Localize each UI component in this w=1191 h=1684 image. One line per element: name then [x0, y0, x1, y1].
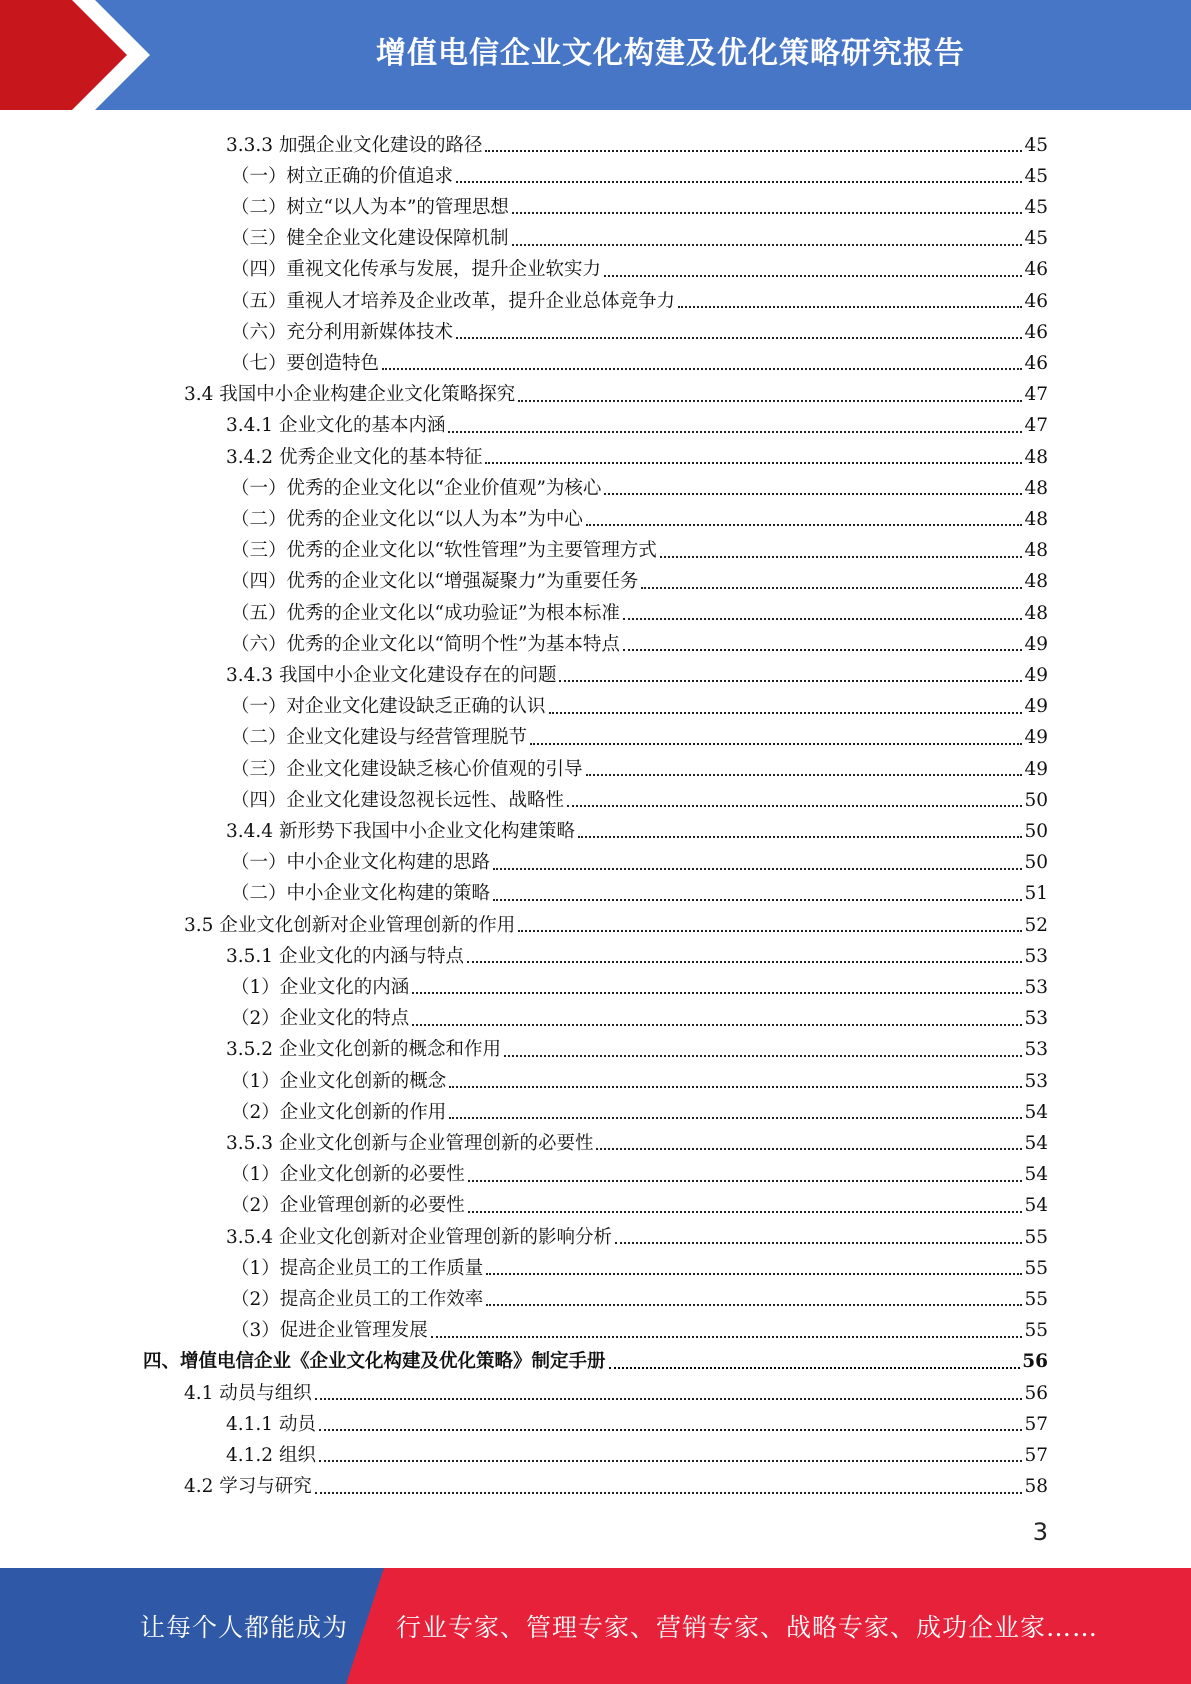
toc-entry-title: （三）优秀的企业文化以“软性管理”为主要管理方式: [231, 540, 657, 562]
toc-dot-leader: [315, 1492, 1023, 1494]
toc-entry-page: 55: [1024, 1226, 1048, 1248]
toc-dot-leader: [512, 244, 1023, 246]
toc-entry[interactable]: [231, 845, 1048, 876]
toc-entry-page: 49: [1024, 664, 1048, 686]
toc-dot-leader: [448, 431, 1022, 433]
toc-dot-leader: [485, 462, 1022, 464]
toc-entry-page: 58: [1024, 1476, 1048, 1498]
toc-entry[interactable]: [226, 813, 1048, 844]
toc-dot-leader: [518, 400, 1022, 402]
toc-entry-page: 48: [1024, 571, 1048, 593]
report-title: 增值电信企业文化构建及优化策略研究报告: [376, 36, 965, 71]
toc-entry-page: 57: [1024, 1413, 1048, 1435]
toc-entry[interactable]: [226, 938, 1048, 969]
toc-dot-leader: [609, 1367, 1021, 1369]
toc-dot-leader: [586, 524, 1023, 526]
toc-entry-page: 47: [1024, 415, 1048, 437]
toc-entry-title: 3.5.4 企业文化创新对企业管理创新的影响分析: [226, 1226, 612, 1248]
toc-entry-page: 56: [1022, 1351, 1048, 1373]
toc-dot-leader: [412, 992, 1022, 994]
toc-entry-title: 3.4.1 企业文化的基本内涵: [226, 415, 446, 437]
toc-dot-leader: [512, 212, 1023, 214]
toc-dot-leader: [596, 1148, 1022, 1150]
toc-entry-page: 48: [1024, 540, 1048, 562]
toc-entry-page: 48: [1024, 602, 1048, 624]
toc-entry-title: （二）企业文化建设与经营管理脱节: [231, 727, 528, 749]
toc-entry-title: （一）树立正确的价值追求: [231, 165, 454, 187]
toc-entry-title: 3.3.3 加强企业文化建设的路径: [226, 134, 483, 156]
toc-entry-title: 4.1 动员与组织: [184, 1382, 312, 1404]
toc-dot-leader: [449, 1086, 1022, 1088]
toc-dot-leader: [486, 1304, 1022, 1306]
toc-dot-leader: [456, 337, 1022, 339]
toc-entry[interactable]: [231, 158, 1048, 189]
toc-entry-title: 4.2 学习与研究: [184, 1476, 312, 1498]
toc-dot-leader: [486, 1273, 1022, 1275]
toc-entry[interactable]: [231, 751, 1048, 782]
toc-entry-page: 53: [1024, 945, 1048, 967]
toc-entry-page: 48: [1024, 446, 1048, 468]
toc-dot-leader: [623, 649, 1023, 651]
toc-entry-page: 46: [1024, 352, 1048, 374]
toc-entry-title: （二）优秀的企业文化以“以人为本”为中心: [231, 508, 583, 530]
toc-dot-leader: [578, 836, 1022, 838]
toc-entry-title: （二）树立“以人为本”的管理思想: [231, 196, 509, 218]
toc-entry-page: 49: [1024, 758, 1048, 780]
toc-entry[interactable]: [231, 689, 1048, 720]
toc-entry-page: 49: [1024, 727, 1048, 749]
toc-entry-page: 50: [1024, 820, 1048, 842]
toc-dot-leader: [382, 368, 1022, 370]
toc-dot-leader: [504, 1055, 1022, 1057]
toc-entry-page: 53: [1024, 1008, 1048, 1030]
toc-entry[interactable]: [226, 127, 1048, 158]
toc-entry[interactable]: [231, 1281, 1048, 1312]
toc-entry-page: 54: [1024, 1132, 1048, 1154]
page-footer: [0, 1568, 1191, 1684]
toc-entry[interactable]: [231, 626, 1048, 657]
toc-entry[interactable]: [231, 501, 1048, 532]
toc-entry[interactable]: [226, 1437, 1048, 1468]
toc-entry-page: 50: [1024, 852, 1048, 874]
toc-entry-title: （1）企业文化创新的概念: [231, 1070, 447, 1092]
toc-entry[interactable]: [231, 564, 1048, 595]
toc-entry[interactable]: [231, 876, 1048, 907]
toc-entry-page: 53: [1024, 1070, 1048, 1092]
toc-entry-page: 54: [1024, 1195, 1048, 1217]
toc-entry-title: （1）企业文化的内涵: [231, 976, 410, 998]
toc-entry[interactable]: [143, 1344, 1048, 1375]
toc-entry[interactable]: [231, 1188, 1048, 1219]
toc-entry-title: 3.4.3 我国中小企业文化建设存在的问题: [226, 664, 557, 686]
toc-dot-leader: [530, 743, 1022, 745]
toc-entry[interactable]: [231, 782, 1048, 813]
toc-entry-title: （1）企业文化创新的必要性: [231, 1164, 465, 1186]
toc-entry-title: （2）企业文化创新的作用: [231, 1101, 447, 1123]
toc-entry-title: （五）优秀的企业文化以“成功验证”为根本标准: [231, 602, 620, 624]
toc-entry[interactable]: [226, 657, 1048, 688]
toc-entry-page: 45: [1024, 228, 1048, 250]
toc-entry-title: （五）重视人才培养及企业改革，提升企业总体竞争力: [231, 290, 676, 312]
toc-entry[interactable]: [231, 1094, 1048, 1125]
toc-dot-leader: [468, 1211, 1023, 1213]
toc-entry[interactable]: [184, 1469, 1048, 1500]
toc-entry-page: 55: [1024, 1320, 1048, 1342]
toc-entry-title: （3）促进企业管理发展: [231, 1320, 428, 1342]
toc-entry[interactable]: [231, 969, 1048, 1000]
toc-entry-title: （2）提高企业员工的工作效率: [231, 1288, 484, 1310]
toc-entry-title: （四）重视文化传承与发展，提升企业软实力: [231, 259, 602, 281]
toc-entry-title: 3.5.3 企业文化创新与企业管理创新的必要性: [226, 1132, 594, 1154]
toc-entry[interactable]: [231, 720, 1048, 751]
toc-entry[interactable]: [184, 377, 1048, 408]
toc-entry-title: （六）优秀的企业文化以“简明个性”为基本特点: [231, 633, 620, 655]
toc-entry-page: 57: [1024, 1444, 1048, 1466]
toc-entry-title: 3.5.1 企业文化的内涵与特点: [226, 945, 464, 967]
toc-entry-page: 55: [1024, 1288, 1048, 1310]
toc-dot-leader: [615, 1242, 1022, 1244]
toc-entry[interactable]: [226, 408, 1048, 439]
toc-entry-title: （1）提高企业员工的工作质量: [231, 1257, 484, 1279]
toc-entry-title: 四、增值电信企业《企业文化构建及优化策略》制定手册: [143, 1351, 606, 1373]
toc-entry-page: 48: [1024, 508, 1048, 530]
toc-entry[interactable]: [231, 252, 1048, 283]
toc-entry[interactable]: [226, 1125, 1048, 1156]
toc-dot-leader: [604, 275, 1022, 277]
toc-entry-page: 49: [1024, 696, 1048, 718]
toc-entry[interactable]: [231, 1001, 1048, 1032]
toc-dot-leader: [518, 930, 1022, 932]
toc-dot-leader: [431, 1336, 1023, 1338]
toc-dot-leader: [549, 712, 1023, 714]
toc-dot-leader: [641, 587, 1022, 589]
toc-entry[interactable]: [226, 1406, 1048, 1437]
toc-entry-title: （2）企业管理创新的必要性: [231, 1195, 465, 1217]
toc-entry-title: 4.1.2 组织: [226, 1444, 316, 1466]
toc-entry[interactable]: [226, 1032, 1048, 1063]
toc-entry[interactable]: [184, 907, 1048, 938]
toc-entry[interactable]: [231, 470, 1048, 501]
toc-entry-page: 55: [1024, 1257, 1048, 1279]
toc-dot-leader: [567, 805, 1022, 807]
toc-entry[interactable]: [231, 1157, 1048, 1188]
toc-entry[interactable]: [231, 533, 1048, 564]
toc-entry-title: （三）健全企业文化建设保障机制: [231, 228, 509, 250]
toc-entry[interactable]: [231, 1063, 1048, 1094]
toc-entry[interactable]: [231, 345, 1048, 376]
toc-entry-page: 51: [1024, 883, 1048, 905]
toc-dot-leader: [485, 150, 1022, 152]
toc-entry[interactable]: [231, 595, 1048, 626]
toc-entry-page: 45: [1024, 134, 1048, 156]
toc-dot-leader: [623, 618, 1023, 620]
toc-entry-page: 53: [1024, 1039, 1048, 1061]
page-number: 3: [1032, 1518, 1048, 1546]
toc-dot-leader: [319, 1429, 1023, 1431]
toc-entry-page: 49: [1024, 633, 1048, 655]
toc-entry-title: （四）企业文化建设忽视长远性、战略性: [231, 789, 565, 811]
toc-dot-leader: [315, 1398, 1023, 1400]
toc-entry-page: 54: [1024, 1101, 1048, 1123]
toc-entry-title: （2）企业文化的特点: [231, 1008, 410, 1030]
toc-entry-title: （六）充分利用新媒体技术: [231, 321, 454, 343]
toc-entry[interactable]: [231, 1250, 1048, 1281]
toc-dot-leader: [468, 1180, 1023, 1182]
toc-entry-page: 46: [1024, 259, 1048, 281]
toc-dot-leader: [586, 774, 1023, 776]
toc-entry-page: 46: [1024, 290, 1048, 312]
footer-slogan-left: 让每个人都能成为: [140, 1613, 349, 1642]
toc-entry[interactable]: [231, 314, 1048, 345]
toc-entry-title: （四）优秀的企业文化以“增强凝聚力”为重要任务: [231, 571, 639, 593]
toc-dot-leader: [412, 1024, 1022, 1026]
toc-dot-leader: [449, 1117, 1022, 1119]
toc-entry-title: 3.4.4 新形势下我国中小企业文化构建策略: [226, 820, 575, 842]
footer-slogan-right: 行业专家、管理专家、营销专家、战略专家、成功企业家……: [396, 1613, 1099, 1642]
toc-dot-leader: [604, 493, 1022, 495]
toc-entry-title: （二）中小企业文化构建的策略: [231, 883, 491, 905]
toc-dot-leader: [660, 556, 1023, 558]
toc-dot-leader: [559, 680, 1022, 682]
toc-entry-title: 4.1.1 动员: [226, 1413, 316, 1435]
toc-entry-page: 50: [1024, 789, 1048, 811]
toc-entry-page: 56: [1024, 1382, 1048, 1404]
toc-entry-page: 46: [1024, 321, 1048, 343]
toc-entry[interactable]: [226, 1219, 1048, 1250]
toc-entry-page: 45: [1024, 165, 1048, 187]
toc-entry[interactable]: [231, 221, 1048, 252]
toc-entry[interactable]: [226, 439, 1048, 470]
toc-dot-leader: [467, 961, 1022, 963]
toc-entry-title: （七）要创造特色: [231, 352, 380, 374]
toc-entry-title: 3.4 我国中小企业构建企业文化策略探究: [184, 384, 516, 406]
toc-dot-leader: [493, 899, 1022, 901]
page-header: [0, 0, 1191, 110]
toc-entry-title: （一）优秀的企业文化以“企业价值观”为核心: [231, 477, 602, 499]
toc-dot-leader: [678, 306, 1022, 308]
toc-dot-leader: [319, 1460, 1023, 1462]
toc-entry-title: （三）企业文化建设缺乏核心价值观的引导: [231, 758, 583, 780]
toc-dot-leader: [493, 868, 1022, 870]
toc-entry-page: 52: [1024, 914, 1048, 936]
toc-entry-page: 53: [1024, 976, 1048, 998]
toc-entry[interactable]: [184, 1375, 1048, 1406]
toc-entry-title: 3.5.2 企业文化创新的概念和作用: [226, 1039, 501, 1061]
toc-entry-title: 3.5 企业文化创新对企业管理创新的作用: [184, 914, 516, 936]
toc-dot-leader: [456, 181, 1022, 183]
toc-entry-title: 3.4.2 优秀企业文化的基本特征: [226, 446, 483, 468]
toc-entry-page: 54: [1024, 1164, 1048, 1186]
toc-entry[interactable]: [231, 1313, 1048, 1344]
toc-entry-page: 48: [1024, 477, 1048, 499]
toc-entry-title: （一）对企业文化建设缺乏正确的认识: [231, 696, 546, 718]
toc-entry[interactable]: [231, 189, 1048, 220]
toc-entry-title: （一）中小企业文化构建的思路: [231, 852, 491, 874]
toc-entry[interactable]: [231, 283, 1048, 314]
toc-entry-page: 45: [1024, 196, 1048, 218]
toc-entry-page: 47: [1024, 384, 1048, 406]
